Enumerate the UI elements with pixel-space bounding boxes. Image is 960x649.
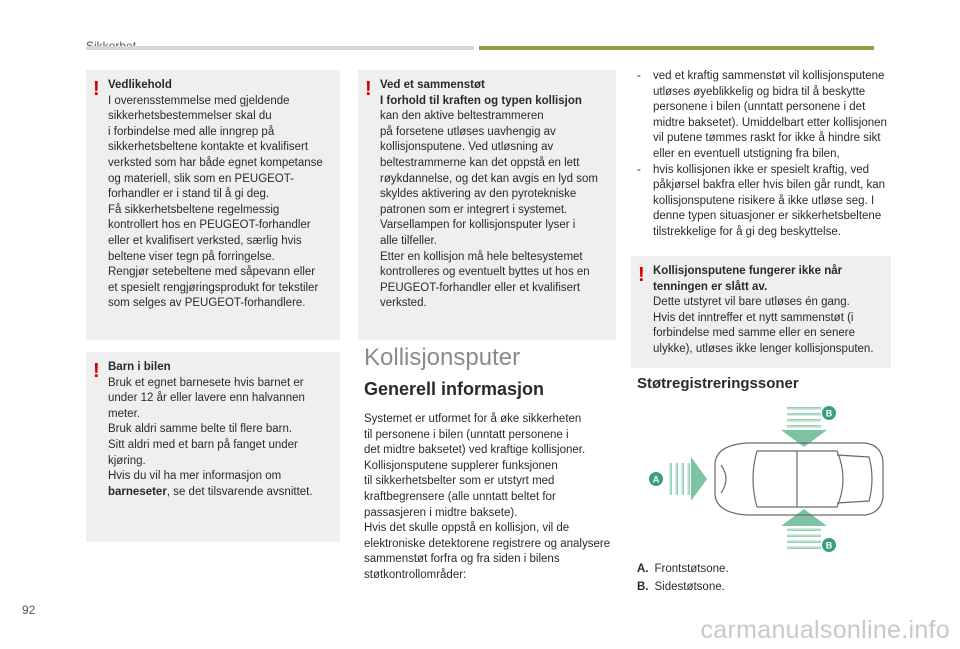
text-line: sikkerhetsbeltene kontakte et kvalifisert xyxy=(108,141,309,154)
text-line: patronen som er integrert i systemet. xyxy=(380,203,568,216)
zone-label-b-top xyxy=(822,406,836,420)
text-line: forbindelse med samme eller en senere xyxy=(653,327,855,340)
text-line: forhandler er i stand til å gi deg. xyxy=(108,188,270,201)
text-line: PEUGEOT-forhandler eller et kvalifisert xyxy=(380,281,581,294)
text-line: Bruk aldri samme belte til flere barn. xyxy=(108,423,293,436)
svg-text:B: B xyxy=(825,408,833,419)
warning-icon: ! xyxy=(365,78,372,100)
text-line: elektroniske detektorene registrere og analysere xyxy=(364,537,611,550)
list-item xyxy=(637,163,897,241)
collision-note xyxy=(358,70,616,340)
text-line: Rengjør setebeltene med såpevann eller xyxy=(108,266,316,279)
text-line: og materiell, slik som en PEUGEOT- xyxy=(108,172,294,185)
text-line: som selges av PEUGEOT-forhandlere. xyxy=(108,297,306,310)
bullet-list xyxy=(637,69,897,241)
svg-text:A: A xyxy=(652,474,660,485)
airbag-title-2: tenningen er slått av. xyxy=(653,280,768,293)
warning-icon: ! xyxy=(93,360,100,382)
text-line: passasjeren i midtre baksete). xyxy=(364,506,518,519)
text-line: denne typen situasjoner er sikkerhetsbeltene xyxy=(653,210,882,223)
text-line: kollisjonsputene. Ved utløsning av xyxy=(380,141,554,154)
zones-title: Støtregistreringssoner xyxy=(637,375,799,392)
text-line: Få sikkerhetsbeltene regelmessig xyxy=(108,203,280,216)
text-line: Dette utstyret vil bare utløses én gang. xyxy=(653,296,850,309)
child-seats-link-text: barneseter xyxy=(108,485,167,498)
text-line: påkjørsel bakfra eller hvis bilen går rundt, kan xyxy=(653,179,886,192)
side-impact-arrows-top xyxy=(781,407,827,447)
impact-zones-diagram xyxy=(637,403,887,555)
text-line: kollisjonsputene risikere å ikke utløse seg. I xyxy=(653,194,875,207)
maintenance-title: Vedlikehold xyxy=(108,79,172,91)
text-line: på forsetene utløses uavhengig av xyxy=(380,125,556,138)
text-line: kjøring. xyxy=(108,454,146,467)
watermark: carmanualsonline.info xyxy=(700,616,950,644)
subsection-title: Generell informasjon xyxy=(364,379,545,399)
bullet-dash: - xyxy=(637,163,641,176)
text-line: I overensstemmelse med gjeldende xyxy=(108,94,290,107)
text-line: kontrolleres og eventuelt byttes ut hos en xyxy=(380,266,590,279)
text-line: Hvis det skulle oppstå en kollisjon, vil de xyxy=(364,522,570,535)
legend-key: A. xyxy=(637,563,649,575)
text-line: til personene i bilen (unntatt personene i xyxy=(364,428,569,441)
text-line: Varsellampen for kollisjonsputer lyser i xyxy=(380,219,576,232)
section-title: Kollisjonsputer xyxy=(364,344,521,371)
header-rule-green xyxy=(479,46,874,50)
text-line: skyldes aktivering av den pyrotekniske xyxy=(380,188,577,201)
legend-item-a xyxy=(637,560,729,578)
legend-key: B. xyxy=(637,581,649,593)
text-line: til sikkerhetsbelter som er utstyrt med xyxy=(364,475,555,488)
text-line: beltene viser tegn på forringelse. xyxy=(108,250,275,263)
general-info-paragraph xyxy=(364,412,624,584)
zone-label-b-bottom xyxy=(822,538,836,552)
text-line: beltestrammerne kan det oppstå en lett xyxy=(380,156,580,169)
collision-title-1: Ved et sammenstøt xyxy=(380,79,485,91)
children-note xyxy=(86,352,340,542)
text-fragment: , se det tilsvarende avsnittet. xyxy=(166,485,313,498)
text-line: ulykke), utløses ikke lenger kollisjonsputen. xyxy=(653,342,874,355)
text-line: eller et kvalifisert verksted, særlig hvis xyxy=(108,234,302,247)
bullet-dash: - xyxy=(637,70,641,82)
legend-text: Frontstøtsone. xyxy=(654,563,729,575)
svg-text:B: B xyxy=(825,540,833,551)
front-impact-arrows xyxy=(669,457,707,501)
text-line: sikkerhetsbestemmelser skal du xyxy=(108,110,272,123)
text-line: Hvis det inntreffer et nytt sammenstøt (i xyxy=(653,311,854,324)
collision-title-2: I forhold til kraften og typen kollisjon xyxy=(380,94,582,107)
text-line: utløses øyeblikkelig og bidra til å beskytte xyxy=(653,85,866,98)
diagram-legend xyxy=(637,560,729,596)
maintenance-note xyxy=(86,70,340,340)
text-line: alle tilfeller. xyxy=(380,234,437,247)
legend-item-b xyxy=(637,578,729,596)
warning-icon: ! xyxy=(638,264,645,286)
text-line: meter. xyxy=(108,407,140,420)
airbag-title-1: Kollisjonsputene fungerer ikke når xyxy=(653,265,843,277)
text-line: under 12 år eller lavere enn halvannen xyxy=(108,392,305,405)
text-line: Bruk et egnet barnesete hvis barnet er xyxy=(108,376,304,389)
header-rule-gray xyxy=(86,46,474,50)
text-line: verksted som har både egnet kompetanse xyxy=(108,156,323,169)
text-line xyxy=(108,485,334,501)
car-top-view xyxy=(715,443,883,515)
legend-text: Sidestøtsone. xyxy=(654,581,725,593)
text-line: hvis kollisjonen ikke er spesielt kraftig, ved xyxy=(653,163,870,176)
text-line: Kollisjonsputene supplerer funksjonen xyxy=(364,459,558,472)
text-line: ved et kraftig sammenstøt vil kollisjonsputene xyxy=(653,70,885,82)
text-line: røykdannelse, og det kan avgis en lyd som xyxy=(380,172,598,185)
text-line: kontrollert hos en PEUGEOT-forhandler xyxy=(108,219,311,232)
text-line: sammenstøt forfra og fra siden i bilens xyxy=(364,553,560,566)
text-line: verksted. xyxy=(380,297,427,310)
text-line: vil putene tømmes raskt for ikke å hindre sikt xyxy=(653,132,881,145)
text-line: et spesielt rengjøringsprodukt for tekstiler xyxy=(108,281,319,294)
text-line: tilstrekkelige for å gi deg beskyttelse. xyxy=(653,225,841,238)
list-item xyxy=(637,69,897,163)
text-line: Etter en kollisjon må hele beltesystemet xyxy=(380,250,583,263)
text-line: eller en eventuell utstigning fra bilen, xyxy=(653,147,840,160)
page-number: 92 xyxy=(22,603,36,617)
text-line: Systemet er utformet for å øke sikkerheten xyxy=(364,413,582,425)
text-line: det midtre baksetet) ved kraftige kollisjoner. xyxy=(364,444,586,457)
airbag-note xyxy=(631,256,891,368)
zone-label-a xyxy=(649,472,663,486)
text-line: midtre baksetet). Umiddelbart etter kollisjonen xyxy=(653,116,887,129)
text-line: kan den aktive beltestrammeren xyxy=(380,110,544,123)
text-line: Hvis du vil ha mer informasjon om xyxy=(108,470,282,483)
text-line: støtkontrollområder: xyxy=(364,568,467,581)
children-title: Barn i bilen xyxy=(108,361,171,373)
text-line: kraftbegrensere (alle unntatt beltet for xyxy=(364,490,556,503)
text-line: personene i bilen (unntatt personene i det xyxy=(653,101,866,114)
warning-icon: ! xyxy=(93,78,100,100)
text-line: i forbindelse med alle inngrep på xyxy=(108,125,275,138)
text-line: Sitt aldri med et barn på fanget under xyxy=(108,438,298,451)
